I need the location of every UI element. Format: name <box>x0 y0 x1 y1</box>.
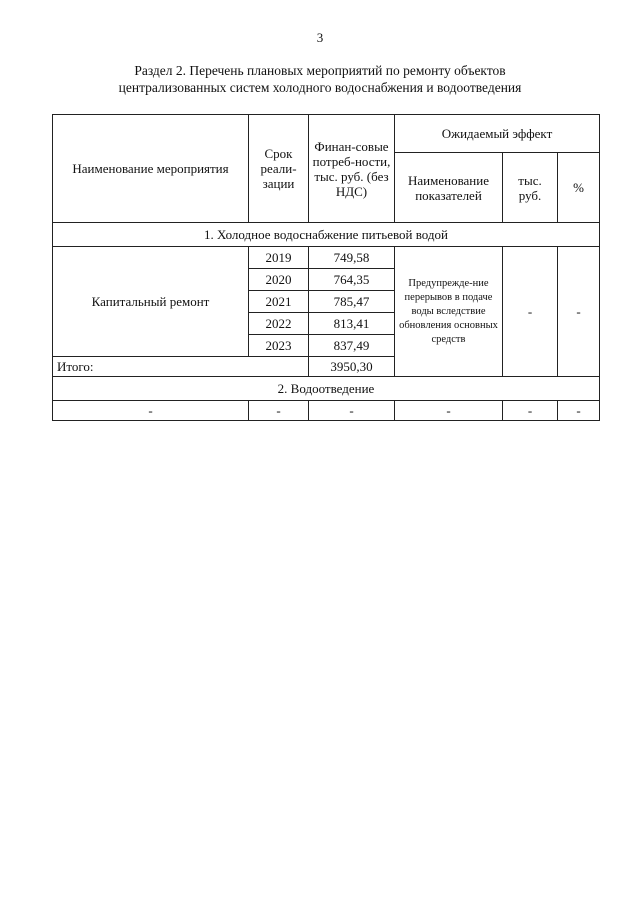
header-percent: % <box>558 153 600 223</box>
section-2-cell: - <box>309 401 395 421</box>
header-thousand-rub: тыс. руб. <box>503 153 558 223</box>
header-indicator-name: Наименование показателей <box>395 153 503 223</box>
section-2-cell: - <box>503 401 558 421</box>
activity-capital-repair: Капитальный ремонт <box>53 247 249 357</box>
section-2-title: 2. Водоотведение <box>53 377 600 401</box>
year-cell: 2022 <box>249 313 309 335</box>
header-finance: Финан-совые потреб-ности, тыс. руб. (без НДС) <box>309 115 395 223</box>
total-amount: 3950,30 <box>309 357 395 377</box>
header-period: Срок реали-зации <box>249 115 309 223</box>
year-cell: 2019 <box>249 247 309 269</box>
section-2-cell: - <box>558 401 600 421</box>
activities-table <box>52 114 600 421</box>
section-title-line-1: Раздел 2. Перечень плановых мероприятий по ремонту объектов <box>134 63 506 78</box>
year-cell: 2020 <box>249 269 309 291</box>
effect-thousand-rub: - <box>503 247 558 377</box>
amount-cell: 785,47 <box>309 291 395 313</box>
amount-cell: 837,49 <box>309 335 395 357</box>
header-expected-effect: Ожидаемый эффект <box>395 115 600 153</box>
section-2-cell: - <box>395 401 503 421</box>
effect-percent: - <box>558 247 600 377</box>
page-number: 3 <box>316 30 324 45</box>
section-title <box>40 62 600 96</box>
amount-cell: 813,41 <box>309 313 395 335</box>
amount-cell: 749,58 <box>309 247 395 269</box>
total-label: Итого: <box>53 357 309 377</box>
year-cell: 2023 <box>249 335 309 357</box>
header-activity-name: Наименование мероприятия <box>53 115 249 223</box>
effect-description: Предупрежде-ние перерывов в подаче воды вследствие обновления основных средств <box>395 247 503 377</box>
section-1-title: 1. Холодное водоснабжение питьевой водой <box>53 223 600 247</box>
year-cell: 2021 <box>249 291 309 313</box>
section-2-cell: - <box>53 401 249 421</box>
section-title-line-2: централизованных систем холодного водоснабжения и водоотведения <box>118 80 522 95</box>
section-2-cell: - <box>249 401 309 421</box>
amount-cell: 764,35 <box>309 269 395 291</box>
